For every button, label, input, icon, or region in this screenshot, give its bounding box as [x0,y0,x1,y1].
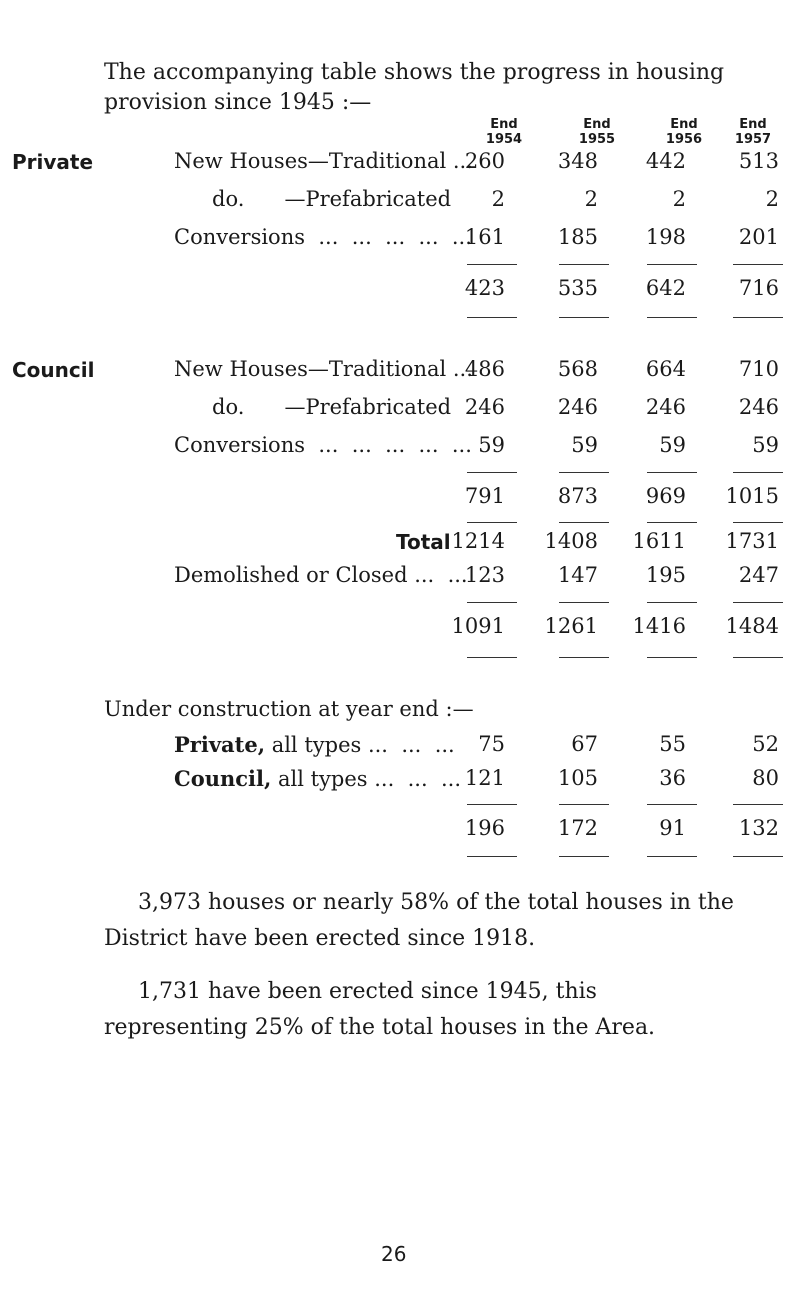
cell: 348 [557,149,598,173]
cell: 121 [464,766,505,790]
cell: 247 [738,563,779,587]
rule [647,804,697,805]
cell: 2 [584,187,598,211]
cell: 105 [557,766,598,790]
cell: 568 [557,357,598,381]
rule [647,264,697,265]
rule [467,264,517,265]
row-label: do. —Prefabricated [212,395,452,419]
cell: 1261 [544,614,598,638]
rule [467,522,517,523]
cell: 664 [645,357,686,381]
cell: 486 [464,357,505,381]
rule [559,472,609,473]
cell: 246 [645,395,686,419]
rule [733,264,783,265]
row-label-suffix: all types ... ... ... [271,767,462,791]
cell: 59 [571,433,598,457]
cell: 2 [765,187,779,211]
cell: 59 [659,433,686,457]
cell: 260 [464,149,505,173]
column-header-1956 [649,117,719,147]
page-number: 26 [381,1242,407,1266]
cell: 55 [659,732,686,756]
column-header-top: End [583,117,611,132]
cell: 36 [659,766,686,790]
rule [733,856,783,857]
column-header-1955 [562,117,632,147]
cell: 710 [738,357,779,381]
rule [647,472,697,473]
rule [467,856,517,857]
cell: 1484 [725,614,779,638]
rule [559,522,609,523]
row-label: New Houses—Traditional ... [174,357,473,381]
section-label-private: Private [12,150,94,174]
rule [647,317,697,318]
row-label: Conversions ... ... ... ... ... [174,433,472,457]
row-label: Demolished or Closed ... ... [174,563,468,587]
cell: 246 [738,395,779,419]
column-header-year: 1954 [485,132,523,147]
cell: 147 [557,563,598,587]
cell: 791 [464,484,505,508]
cell: 195 [645,563,686,587]
row-label-suffix: all types ... ... ... [265,733,455,757]
cell: 1015 [725,484,779,508]
cell: 423 [464,276,505,300]
rule [647,856,697,857]
row-label [174,732,455,757]
cell: 161 [464,225,505,249]
intro-line-2: provision since 1945 :— [104,90,372,115]
cell: 1731 [725,529,779,553]
total-label: Total [396,530,451,554]
column-header-year: 1956 [665,132,703,147]
rule [733,602,783,603]
cell: 59 [752,433,779,457]
cell: 1611 [632,529,686,553]
cell: 59 [478,433,505,457]
rule [559,804,609,805]
cell: 2 [672,187,686,211]
cell: 80 [752,766,779,790]
rule [733,657,783,658]
cell: 52 [752,732,779,756]
cell: 513 [738,149,779,173]
section-label-council: Council [12,358,95,382]
column-header-1957 [723,117,783,147]
rule [467,804,517,805]
cell: 1408 [544,529,598,553]
cell: 91 [659,816,686,840]
rule [559,317,609,318]
construction-heading: Under construction at year end :— [104,697,474,721]
rule [559,856,609,857]
cell: 75 [478,732,505,756]
cell: 1416 [632,614,686,638]
rule [647,657,697,658]
cell: 123 [464,563,505,587]
rule [733,317,783,318]
cell: 1214 [451,529,505,553]
column-header-year: 1955 [578,132,616,147]
rule [467,657,517,658]
row-label [174,766,461,791]
paragraph-1: 3,973 houses or nearly 58% of the total houses in the District have been erected since 1918. [104,890,734,951]
intro-line-1: The accompanying table shows the progress in housing [104,60,725,85]
cell: 185 [557,225,598,249]
column-header-year: 1957 [734,132,772,147]
rule [467,317,517,318]
row-label-bold: Council, [174,766,272,791]
cell: 969 [645,484,686,508]
cell: 716 [738,276,779,300]
column-header-1954 [469,117,539,147]
cell: 132 [738,816,779,840]
cell: 642 [645,276,686,300]
column-header-top: End [490,117,518,132]
rule [467,472,517,473]
cell: 873 [557,484,598,508]
column-header-top: End [670,117,698,132]
row-label: Conversions ... ... ... ... ... [174,225,472,249]
cell: 198 [645,225,686,249]
cell: 1091 [451,614,505,638]
rule [467,602,517,603]
cell: 201 [738,225,779,249]
cell: 67 [571,732,598,756]
cell: 535 [557,276,598,300]
rule [733,804,783,805]
row-label: New Houses—Traditional ... [174,149,473,173]
row-label: do. —Prefabricated [212,187,452,211]
rule [647,522,697,523]
rule [647,602,697,603]
cell: 2 [491,187,505,211]
cell: 246 [464,395,505,419]
column-header-top: End [739,117,767,132]
rule [559,657,609,658]
cell: 196 [464,816,505,840]
cell: 246 [557,395,598,419]
rule [559,602,609,603]
cell: 442 [645,149,686,173]
rule [559,264,609,265]
cell: 172 [557,816,598,840]
rule [733,472,783,473]
row-label-bold: Private, [174,732,266,757]
rule [733,522,783,523]
paragraph-2: 1,731 have been erected since 1945, this representing 25% of the total houses in the Area. [104,979,656,1040]
